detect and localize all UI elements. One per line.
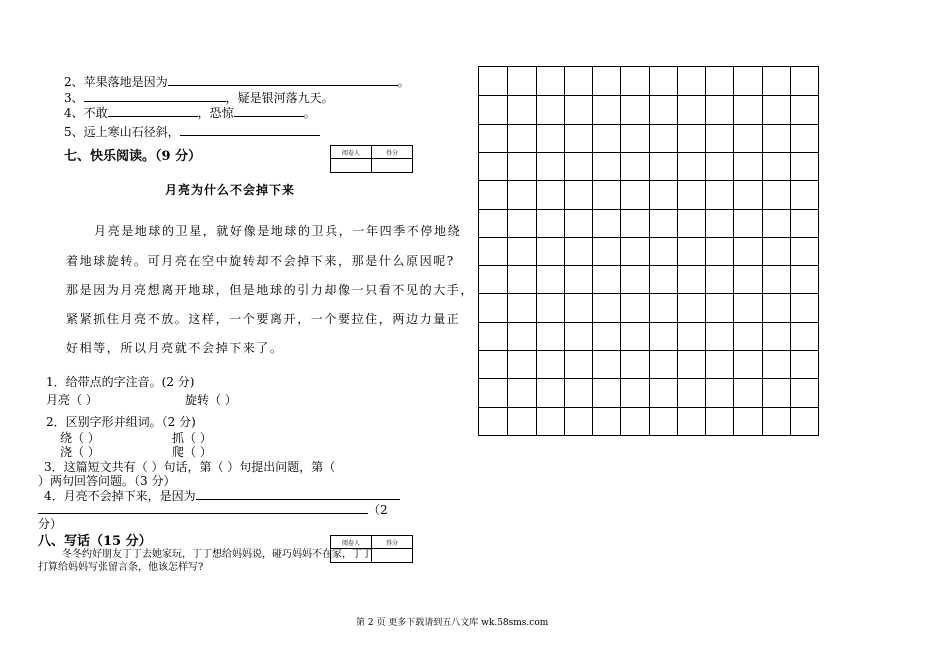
grid-line-horizontal	[479, 378, 818, 379]
reviewer-label: 阅卷人	[331, 146, 372, 159]
grid-line-vertical	[705, 67, 706, 435]
reviewer-label: 阅卷人	[331, 536, 372, 549]
writing-prompt-line-1: 冬冬约好朋友丁丁去她家玩，丁丁想给妈妈说，碰巧妈妈不在家，丁丁	[62, 549, 372, 560]
grid-line-vertical	[536, 67, 537, 435]
grid-line-horizontal	[479, 322, 818, 323]
question-1-item-a: 月亮（ ）	[46, 393, 98, 407]
grid-line-vertical	[620, 67, 621, 435]
passage-line: 月亮是地球的卫星，就好像是地球的卫兵，一年四季不停地绕	[94, 224, 462, 238]
grid-line-horizontal	[479, 124, 818, 125]
passage-line: 着地球旋转。可月亮在空中旋转却不会掉下来，那是什么原因呢?	[66, 254, 455, 268]
answer-blank[interactable]	[168, 73, 398, 86]
grid-line-vertical	[649, 67, 650, 435]
grid-line-horizontal	[479, 407, 818, 408]
score-cell[interactable]	[372, 549, 413, 563]
grid-line-horizontal	[479, 180, 818, 181]
answer-blank[interactable]	[108, 104, 198, 117]
fill-question-2	[64, 73, 410, 90]
answer-blank[interactable]	[38, 501, 368, 514]
question-4-tail: （2	[368, 503, 388, 517]
fill-question-5	[64, 123, 320, 140]
fill-q4-a: 4、不敢	[64, 106, 108, 120]
question-4-tail-2: 分）	[38, 517, 63, 531]
passage-line: 紧紧抓住月亮不放。这样，一个要离开，一个要拉住，两边力量正	[66, 312, 461, 326]
score-label: 得分	[372, 146, 413, 159]
score-cell[interactable]	[372, 159, 413, 173]
answer-blank[interactable]	[180, 123, 320, 136]
question-1-item-b: 旋转（ ）	[185, 393, 237, 407]
fill-question-4	[64, 104, 316, 121]
grid-line-horizontal	[479, 265, 818, 266]
grid-line-horizontal	[479, 152, 818, 153]
question-1: 1．给带点的字注音。(2 分)	[46, 375, 195, 389]
fill-q3-suffix: ，疑是银河落九天。	[225, 91, 334, 105]
grid-line-vertical	[677, 67, 678, 435]
grid-line-vertical	[762, 67, 763, 435]
fill-q2-suffix: 。	[397, 75, 410, 89]
question-2-item: 抓（ ）	[172, 431, 212, 445]
fill-q4-c: 。	[303, 106, 316, 120]
question-2: 2．区别字形并组词。（2 分)	[46, 415, 196, 429]
passage-line: 好相等，所以月亮就不会掉下来了。	[66, 341, 284, 355]
fill-q5-prefix: 5、远上寒山石径斜，	[64, 125, 180, 139]
writing-prompt-line-2: 打算给妈妈写张留言条，他该怎样写?	[38, 562, 204, 573]
grid-line-vertical	[564, 67, 565, 435]
grid-line-vertical	[507, 67, 508, 435]
question-2-item: 爬（ ）	[172, 445, 212, 459]
section-7-heading: 七、快乐阅读。（9 分）	[64, 149, 202, 164]
grid-line-horizontal	[479, 293, 818, 294]
grid-line-horizontal	[479, 237, 818, 238]
grid-line-horizontal	[479, 95, 818, 96]
section-8-heading: 八、写话（15 分）	[38, 534, 152, 549]
question-4-prefix: 4．月亮不会掉下来，是因为	[44, 489, 196, 503]
grid-line-vertical	[733, 67, 734, 435]
fill-q2-prefix: 2、苹果落地是因为	[64, 75, 168, 89]
answer-blank[interactable]	[234, 104, 304, 117]
fill-q4-b: ，恐惊	[197, 106, 234, 120]
reviewer-cell[interactable]	[331, 159, 372, 173]
question-4-continuation	[38, 501, 388, 518]
fill-q3-prefix: 3、	[64, 91, 84, 105]
answer-blank[interactable]	[84, 89, 226, 102]
grid-line-horizontal	[479, 350, 818, 351]
writing-grid[interactable]	[478, 66, 819, 436]
grid-line-vertical	[790, 67, 791, 435]
grid-line-vertical	[592, 67, 593, 435]
question-3-line-2: ）两句回答问题。（3 分）	[38, 474, 176, 488]
passage-line: 那是因为月亮想离开地球，但是地球的引力却像一只看不见的大手，	[66, 283, 475, 297]
answer-blank[interactable]	[196, 487, 400, 500]
score-box-section-7	[330, 145, 413, 173]
score-label: 得分	[372, 536, 413, 549]
passage-title: 月亮为什么不会掉下来	[165, 183, 296, 197]
question-2-item: 浇（ ）	[60, 445, 100, 459]
question-2-item: 绕（ ）	[60, 431, 100, 445]
page-footer: 第 2 页 更多下载请到五八文库 wk.58sms.com	[356, 618, 549, 628]
grid-line-horizontal	[479, 209, 818, 210]
question-3-line-1: 3．这篇短文共有（ ）句话，第（ ）句提出问题，第（	[44, 460, 336, 474]
